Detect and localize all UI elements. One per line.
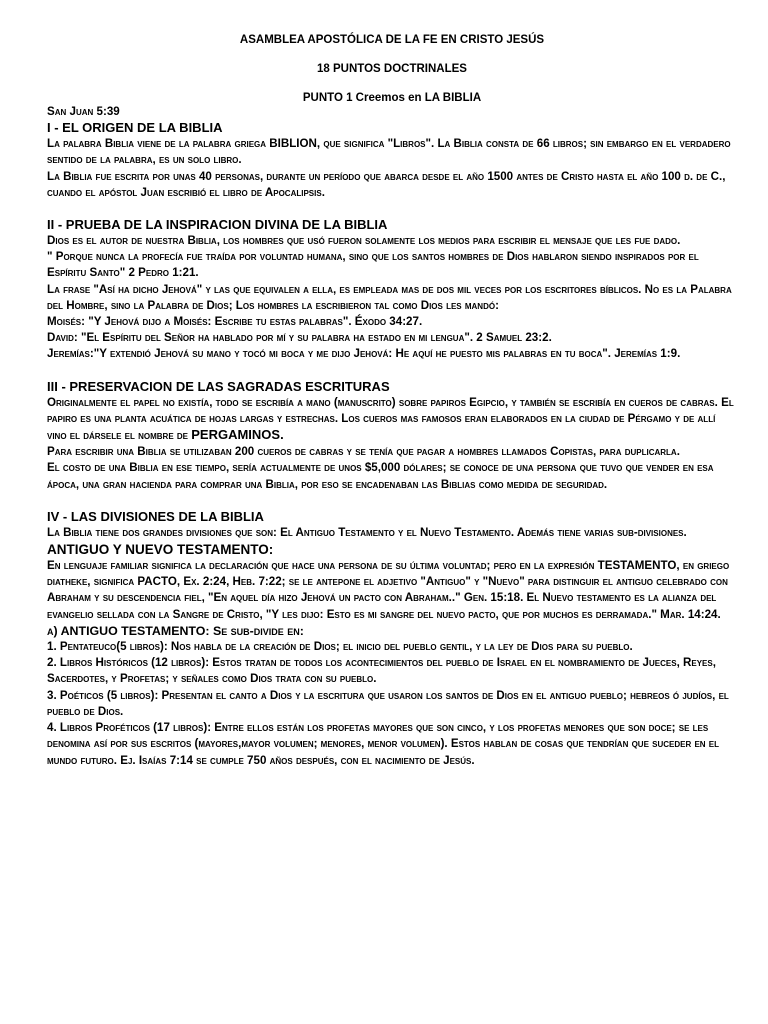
subheading-testaments: ANTIGUO Y NUEVO TESTAMENTO:: [47, 542, 274, 558]
paragraph: Dios es el autor de nuestra Biblia, los hombres que usó fueron solamente los medios para escribir el mensaje que les fue dado.: [47, 234, 681, 248]
list-item: 1. Pentateuco(5 libros): Nos habla de la creación de Dios; el inicio del pueblo gentil, y la ley de Dios para su pueblo.: [47, 640, 633, 654]
pergaminos-term: PERGAMINOS.: [191, 427, 284, 443]
list-item: 3. Poéticos (5 libros): Presentan el canto a Dios y la escritura que usaron los santos de Dios en el antiguo pueblo; hebreos ó judíos, el pueblo de Dios.: [47, 688, 729, 718]
paragraph: Para escribir una Biblia se utilizaban 200 cueros de cabras y se tenía que pagar a hombres llamados Copistas, para duplicarla.: [47, 445, 680, 459]
document-page: [47, 34, 737, 769]
section-heading-origin: I - EL ORIGEN DE LA BIBLIA: [47, 120, 223, 136]
paragraph: Moisés: "Y Jehová dijo a Moisés: Escribe tu estas palabras". Éxodo 34:27.: [47, 315, 423, 329]
list-item: 4. Libros Proféticos (17 libros): Entre ellos están los profetas mayores que son cinco, y los profetas menores que son doce; se les denomina así por sus escritos (mayores,mayor volumen; menores, menor volumen). Estos hablan de cosas que tendrían que suceder en el mundo futuro. Ej. Isaías 7:14 se cumple 750 años después, con el nacimiento de Jesús.: [47, 721, 720, 767]
paragraph: La Biblia fue escrita por unas 40 personas, durante un período que abarca desde el año 1500 antes de Cristo hasta el año 100 d. de C., cuando el apóstol Juan escribió el libro de Apocalipsis.: [47, 169, 726, 199]
paragraph: La palabra Biblia viene de la palabra griega BIBLION, que significa "Libros". La Biblia consta de 66 libros; sin embargo en el verdadero sentido de la palabra, es un solo libro.: [47, 137, 731, 167]
point-title: PUNTO 1 Creemos en LA BIBLIA: [302, 92, 482, 104]
paragraph: El costo de una Biblia en ese tiempo, sería actualmente de unos $5,000 dólares; se conoce de una persona que tuvo que vender en esa ápoca, una gran hacienda para comprar una Biblia, por eso se encadenaban las Biblias como medida de seguridad.: [47, 461, 714, 491]
paragraph: " Porque nunca la profecía fue traída por voluntad humana, sino que los santos hombres de Dios hablaron siendo inspirados por el Espíritu Santo" 2 Pedro 1:21.: [47, 250, 699, 280]
section-heading-divisions: IV - LAS DIVISIONES DE LA BIBLIA: [47, 508, 264, 524]
paragraph: [47, 395, 737, 445]
paragraph: La Biblia tiene dos grandes divisiones que son: El Antiguo Testamento y el Nuevo Testamento. Además tiene varias sub-divisiones.: [47, 525, 687, 539]
section-heading-preservation: III - PRESERVACION DE LAS SAGRADAS ESCRITURAS: [47, 378, 390, 394]
paragraph: David: "El Espíritu del Señor ha hablado por mí y su palabra ha estado en mi lengua". 2 Samuel 23:2.: [47, 331, 552, 345]
document-title: ASAMBLEA APOSTÓLICA DE LA FE EN CRISTO JESÚS: [239, 34, 545, 46]
intro-reference: San Juan 5:39: [47, 105, 120, 118]
section-heading-inspiration: II - PRUEBA DE LA INSPIRACION DIVINA DE LA BIBLIA: [47, 217, 388, 233]
paragraph: Jeremías:"Y extendió Jehová su mano y tocó mi boca y me dijo Jehová: He aquí he puesto mis palabras en tu boca". Jeremías 1:9.: [47, 347, 681, 361]
list-item: 2. Libros Históricos (12 libros): Estos tratan de todos los acontecimientos del pueblo de Israel en el nombramiento de Jueces, Reyes, Sacerdotes, y Profetas; y señales como Dios trata con su pueblo.: [47, 656, 716, 686]
document-subtitle: 18 PUNTOS DOCTRINALES: [317, 63, 467, 75]
paragraph-text: Originalmente el papel no existía, todo se escribía a mano (manuscrito) sobre papiros Egipcio, y también se escribía en cueros de cabras. El papiro es una planta acuática de hojas largas y estrechas. Los cueros mas famosos eran elaborados en la ciudad de Pérgamo y de allí vino el dársele el nombre de: [47, 395, 734, 443]
subheading-old-testament: a) ANTIGUO TESTAMENTO: Se sub-divide en:: [47, 623, 304, 638]
paragraph: La frase "Así ha dicho Jehová" y las que equivalen a ella, es empleada mas de dos mil veces por los escritores bíblicos. No es la Palabra del Hombre, sino la Palabra de Dios; Los hombres la escribieron tal como Dios les mandó:: [47, 282, 732, 312]
paragraph: En lenguaje familiar significa la declaración que hace una persona de su última voluntad; pero en la expresión TESTAMENTO, en griego diatheke, significa PACTO, Ex. 2:24, Heb. 7:22; se le antepone el adjetivo "Antiguo" y "Nuevo" para distinguir el antiguo celebrado con Abraham y su descendencia fiel, "En aquel día hizo Jehová un pacto con Abraham.." Gen. 15:18. El Nuevo testamento es la alianza del evangelio sellada con la Sangre de Cristo, "Y les dijo: Esto es mi sangre del nuevo pacto, que por muchos es derramada." Mar. 14:24.: [47, 559, 730, 621]
